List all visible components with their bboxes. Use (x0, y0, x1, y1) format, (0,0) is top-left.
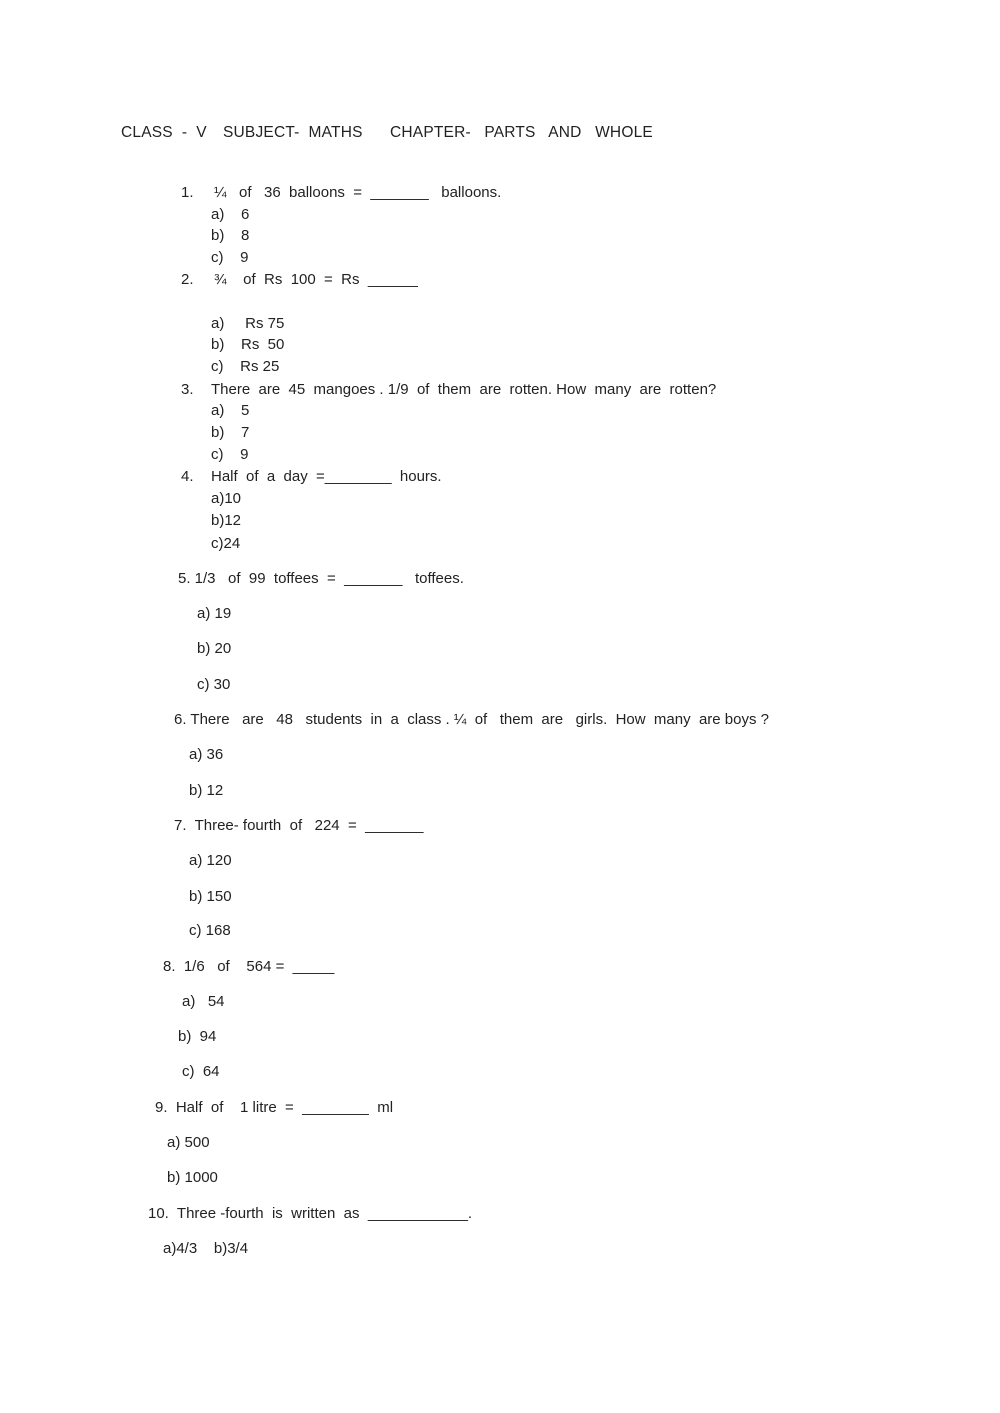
question-2-number: 2. (181, 271, 194, 288)
question-7-text: 7. Three- fourth of 224 = _______ (174, 817, 424, 834)
question-5-option-c: c) 30 (197, 676, 231, 693)
question-2-option-c: c) Rs 25 (211, 358, 280, 375)
question-8-option-b: b) 94 (178, 1028, 217, 1045)
question-4-option-c: c)24 (211, 535, 241, 552)
question-6-option-a: a) 36 (189, 746, 224, 763)
question-1-option-b: b) 8 (211, 227, 250, 244)
question-5-option-a: a) 19 (197, 605, 232, 622)
question-2-option-a: a) Rs 75 (211, 315, 285, 332)
question-3-number: 3. (181, 381, 194, 398)
question-10-options: a)4/3 b)3/4 (163, 1240, 249, 1257)
question-1-option-c: c) 9 (211, 249, 249, 266)
header-subject: SUBJECT- MATHS (223, 124, 363, 141)
question-7-option-a: a) 120 (189, 852, 232, 869)
question-2-option-b: b) Rs 50 (211, 336, 285, 353)
question-4-option-a: a)10 (211, 490, 242, 507)
question-2-text: ¾ of Rs 100 = Rs ______ (214, 271, 418, 288)
question-7-option-b: b) 150 (189, 888, 232, 905)
question-3-option-a: a) 5 (211, 402, 250, 419)
header-chapter: CHAPTER- PARTS AND WHOLE (390, 124, 653, 141)
question-7-option-c: c) 168 (189, 922, 231, 939)
question-5-text: 5. 1/3 of 99 toffees = _______ toffees. (178, 570, 464, 587)
question-8-text: 8. 1/6 of 564 = _____ (163, 958, 335, 975)
question-3-option-b: b) 7 (211, 424, 250, 441)
question-1-option-a: a) 6 (211, 206, 250, 223)
question-10-text: 10. Three -fourth is written as ____________. (148, 1205, 473, 1222)
header-class: CLASS - V (121, 124, 207, 141)
question-4-text: Half of a day =________ hours. (211, 468, 442, 485)
question-3-option-c: c) 9 (211, 446, 249, 463)
question-1-number: 1. (181, 184, 194, 201)
question-6-option-b: b) 12 (189, 782, 224, 799)
question-3-text: There are 45 mangoes . 1/9 of them are rotten. How many are rotten? (211, 381, 717, 398)
question-9-option-b: b) 1000 (167, 1169, 218, 1186)
question-9-option-a: a) 500 (167, 1134, 210, 1151)
question-8-option-c: c) 64 (182, 1063, 220, 1080)
question-4-number: 4. (181, 468, 194, 485)
question-9-text: 9. Half of 1 litre = ________ ml (155, 1099, 394, 1116)
question-8-option-a: a) 54 (182, 993, 225, 1010)
question-6-text: 6. There are 48 students in a class . ¼ of them are girls. How many are boys ? (174, 711, 769, 728)
question-1-text: ¼ of 36 balloons = _______ balloons. (214, 184, 502, 201)
question-5-option-b: b) 20 (197, 640, 232, 657)
question-4-option-b: b)12 (211, 512, 242, 529)
